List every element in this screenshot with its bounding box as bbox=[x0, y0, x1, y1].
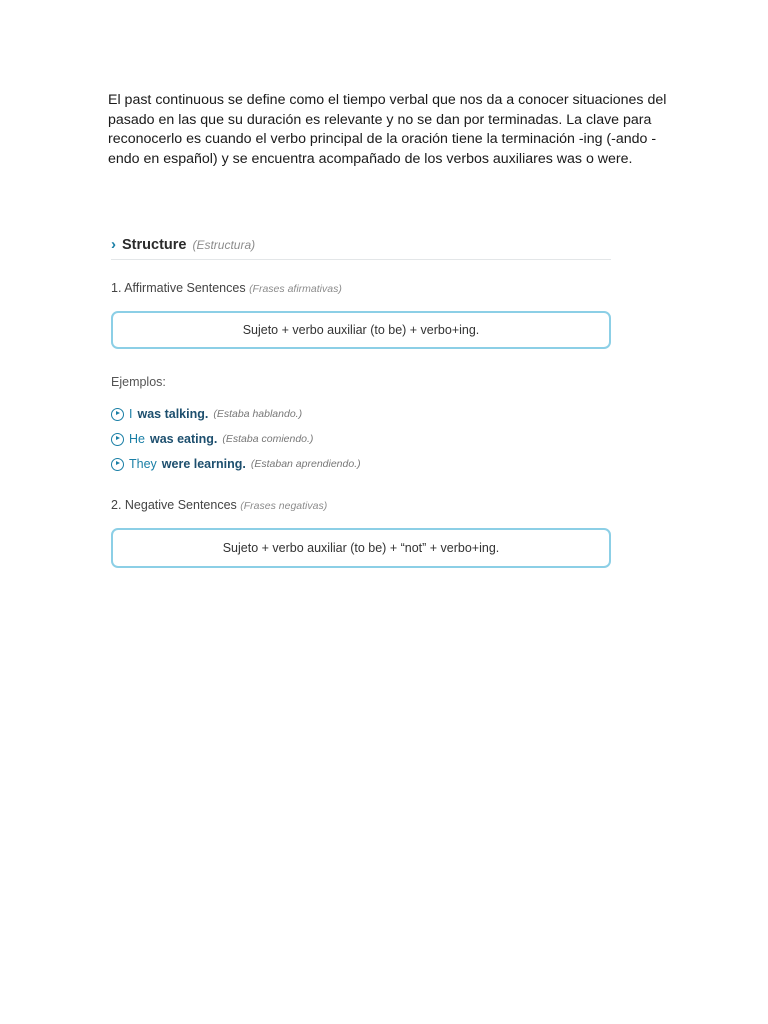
affirmative-translation: (Frases afirmativas) bbox=[249, 283, 342, 295]
negative-heading-text: 2. Negative Sentences bbox=[111, 498, 237, 512]
example-item bbox=[111, 454, 611, 474]
affirmative-heading-text: 1. Affirmative Sentences bbox=[111, 281, 246, 295]
intro-paragraph: El past continuous se define como el tiempo verbal que nos da a conocer situaciones del pasado en las que su duración es relevante y no se dan por terminadas. La clave para reconocerlo es cuando el verbo principal de la oración tiene la terminación -ing (-ando -endo en español) y se encuentra acompañado de los verbos auxiliares was o were. bbox=[108, 92, 667, 167]
example-subject: He bbox=[129, 432, 145, 446]
negative-formula-box bbox=[111, 528, 611, 568]
example-item bbox=[111, 429, 611, 449]
chevron-right-icon: › bbox=[111, 236, 116, 253]
negative-translation: (Frases negativas) bbox=[240, 500, 328, 512]
play-circle-icon[interactable] bbox=[111, 433, 124, 446]
structure-translation: (Estructura) bbox=[192, 238, 256, 252]
example-verb: was eating. bbox=[149, 432, 218, 446]
structure-header bbox=[111, 236, 611, 260]
affirmative-heading bbox=[111, 281, 342, 295]
structure-section bbox=[111, 236, 611, 555]
examples-label: Ejemplos: bbox=[111, 375, 166, 389]
example-verb: was talking. bbox=[137, 407, 209, 421]
example-verb: were learning. bbox=[161, 457, 246, 471]
example-subject: They bbox=[129, 457, 157, 471]
play-circle-icon[interactable] bbox=[111, 408, 124, 421]
play-circle-icon[interactable] bbox=[111, 458, 124, 471]
negative-formula: Sujeto + verbo auxiliar (to be) + “not” + verbo+ing. bbox=[222, 541, 500, 555]
affirmative-formula-box bbox=[111, 311, 611, 349]
example-subject: I bbox=[129, 407, 133, 421]
examples-list bbox=[111, 404, 611, 474]
example-translation: (Estaba hablando.) bbox=[213, 408, 303, 420]
example-item bbox=[111, 404, 611, 424]
structure-title: Structure bbox=[122, 237, 187, 253]
negative-heading bbox=[111, 498, 327, 512]
example-translation: (Estaba comiendo.) bbox=[222, 433, 314, 445]
example-translation: (Estaban aprendiendo.) bbox=[250, 458, 361, 470]
affirmative-formula: Sujeto + verbo auxiliar (to be) + verbo+ing. bbox=[242, 323, 480, 337]
